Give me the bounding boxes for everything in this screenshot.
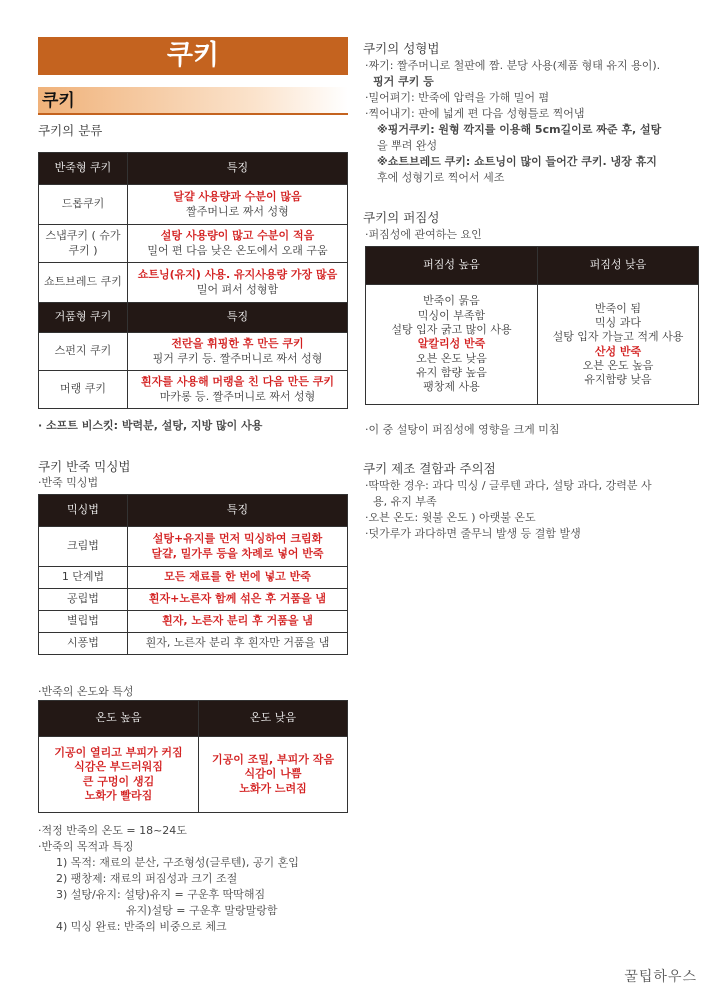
cell-line: 쇼트닝(유지) 사용. 유지사용량 가장 많음 xyxy=(137,268,338,282)
defect-line: ·덧가루가 과다하면 줄무늬 발생 등 결함 발생 xyxy=(365,527,581,540)
cell-line: 밀어 편 다음 낮은 온도에서 오래 구움 xyxy=(147,243,328,257)
classification-heading: 쿠키의 분류 xyxy=(38,123,103,138)
mixing-method: 시퐁법 xyxy=(39,633,128,655)
cell-line: 마카롱 등. 짤주머니로 짜서 성형 xyxy=(159,389,316,403)
cell-line: 설탕 사용량이 많고 수분이 적음 xyxy=(160,229,315,243)
cell-line: 기공이 열리고 부피가 커짐 xyxy=(54,745,183,759)
defects-heading: 쿠키 제조 결함과 주의점 xyxy=(363,461,496,476)
cell-line: 반죽이 됨 xyxy=(594,301,641,315)
shaping-line: ·찍어내기: 판에 넓게 편 다음 성형틀로 찍어냄 xyxy=(365,107,585,120)
table-row xyxy=(39,333,348,371)
cell-line: 반죽이 묽음 xyxy=(423,294,480,308)
cell-line: 기공이 조밀, 부피가 작음 xyxy=(212,753,334,767)
cell-line: 핑거 쿠키 등. 짤주머니로 짜서 성형 xyxy=(152,351,323,365)
cell-line: 달걀 사용량과 수분이 많음 xyxy=(173,190,302,204)
watermark-logo: 꿀팁하우스 xyxy=(624,969,697,985)
temperature-heading: ·반죽의 온도와 특성 xyxy=(38,685,134,698)
defect-line: ·딱딱한 경우: 과다 믹싱 / 글루텐 과다, 설탕 과다, 강력분 사 xyxy=(365,479,652,492)
cell-line: 노화가 빨라짐 xyxy=(84,788,153,802)
spread-heading: 쿠키의 퍼짐성 xyxy=(363,210,440,225)
table-row xyxy=(39,589,348,611)
cell-line: 오븐 온도 낮음 xyxy=(416,351,487,365)
defect-line: 용, 유지 부족 xyxy=(373,495,437,508)
cell-line: 모든 재료를 한 번에 넣고 반죽 xyxy=(128,567,348,589)
table-row xyxy=(39,263,348,303)
cell-line: 믹싱 과다 xyxy=(594,315,641,329)
cell-line: 노화가 느려짐 xyxy=(239,781,307,795)
mixing-method: 1 단계법 xyxy=(39,567,128,589)
table-row xyxy=(39,371,348,409)
note-line: 3) 설탕/유지: 설탕)유지 = 구운후 딱딱해짐 xyxy=(56,888,266,901)
spread-note: ·이 중 설탕이 퍼짐성에 영향을 크게 미침 xyxy=(365,423,560,436)
shaping-line: 핑거 쿠키 등 xyxy=(373,75,434,88)
cookie-type: 머랭 쿠키 xyxy=(39,371,128,409)
col-header: 특징 xyxy=(128,303,348,333)
table-row xyxy=(39,225,348,263)
cell-line: 설탕 입자 굵고 많이 사용 xyxy=(391,323,512,337)
cell-line: 설탕+유지를 먼저 믹싱하여 크림화 xyxy=(152,532,323,546)
cell-line: 흰자, 노른자 분리 후 거품을 냄 xyxy=(128,611,348,633)
cookie-type: 스펀지 쿠키 xyxy=(39,333,128,371)
mixing-method: 별립법 xyxy=(39,611,128,633)
shaping-line: ※쇼트브레드 쿠키: 쇼트닝이 많이 들어간 쿠키. 냉장 휴지 xyxy=(377,155,657,168)
shaping-line: 후에 성형기로 찍어서 세조 xyxy=(377,171,505,184)
col-header: 거품형 쿠키 xyxy=(39,303,128,333)
shaping-line: ※핑거쿠키: 원형 깍지를 이용해 5cm길이로 짜준 후, 설탕 xyxy=(377,123,662,136)
cell-line: 흰자+노른자 함께 섞은 후 거품을 냄 xyxy=(128,589,348,611)
cell-line: 알칼리성 반죽 xyxy=(417,337,486,351)
mixing-method: 크림법 xyxy=(39,527,128,567)
section-banner: 쿠키 xyxy=(38,87,348,115)
table-row xyxy=(39,567,348,589)
shaping-line: 을 뿌려 완성 xyxy=(377,139,438,152)
shaping-line: ·짜기: 짤주머니로 철판에 짬. 분당 사용(제품 형태 유지 용이). xyxy=(365,59,661,72)
note-line: 2) 팽창제: 재료의 퍼짐성과 크기 조절 xyxy=(56,872,238,885)
cell-line: 밀어 펴서 성형함 xyxy=(196,282,279,296)
cell-line: 달걀, 밀가루 등을 차례로 넣어 반죽 xyxy=(151,546,324,560)
mixing-subheading: ·반죽 믹싱법 xyxy=(38,476,99,489)
soft-biscuit-note: · 소프트 비스킷: 박력분, 설탕, 지방 많이 사용 xyxy=(38,419,263,432)
note-line: 1) 목적: 재료의 분산, 구조형성(글루텐), 공기 혼입 xyxy=(56,856,299,869)
mixing-table xyxy=(38,494,348,655)
spread-subheading: ·퍼짐성에 관여하는 요인 xyxy=(365,228,482,241)
cell-line: 산성 반죽 xyxy=(594,344,642,358)
spread-table xyxy=(365,246,699,405)
col-header: 온도 높음 xyxy=(39,701,199,737)
classification-table xyxy=(38,152,348,409)
cookie-type: 드롭쿠키 xyxy=(39,185,128,225)
cell-line: 유지 함량 높음 xyxy=(416,365,487,379)
cell-line: 흰자, 노른자 분리 후 흰자만 거품을 냄 xyxy=(128,633,348,655)
note-line: ·적정 반죽의 온도 = 18~24도 xyxy=(38,824,187,837)
cookie-type: 스냅쿠키 ( 슈가 쿠키 ) xyxy=(39,225,128,263)
table-row xyxy=(366,285,699,405)
cell-line: 짤주머니로 짜서 성형 xyxy=(186,204,289,218)
cell-line: 전란을 휘핑한 후 만든 쿠키 xyxy=(171,337,304,351)
defect-line: ·오븐 온도: 윗불 온도 ) 아랫불 온도 xyxy=(365,511,536,524)
shaping-line: ·밀어펴기: 반죽에 압력을 가해 밀어 폄 xyxy=(365,91,550,104)
cell-line: 식감이 나쁨 xyxy=(244,767,302,781)
note-line: 4) 믹싱 완료: 반죽의 비중으로 체크 xyxy=(56,920,227,933)
cell-line: 설탕 입자 가늘고 적게 사용 xyxy=(552,330,684,344)
table-row xyxy=(39,633,348,655)
note-line: ·반죽의 목적과 특징 xyxy=(38,840,134,853)
table-row xyxy=(39,737,348,813)
note-line: 유지)설탕 = 구운후 말랑말랑함 xyxy=(126,904,278,917)
temperature-table xyxy=(38,700,348,813)
mixing-heading: 쿠키 반죽 믹싱법 xyxy=(38,459,131,474)
table-row xyxy=(39,527,348,567)
table-row xyxy=(39,611,348,633)
cell-line: 믹싱이 부족함 xyxy=(417,308,486,322)
shaping-heading: 쿠키의 성형법 xyxy=(363,41,440,56)
col-header: 특징 xyxy=(128,153,348,185)
col-header: 퍼짐성 낮음 xyxy=(538,247,699,285)
mixing-method: 공립법 xyxy=(39,589,128,611)
col-header: 믹싱법 xyxy=(39,495,128,527)
table-row xyxy=(39,185,348,225)
cookie-type: 쇼트브레드 쿠키 xyxy=(39,263,128,303)
col-header: 특징 xyxy=(128,495,348,527)
cell-line: 흰자를 사용해 머랭을 친 다음 만든 쿠키 xyxy=(141,375,334,389)
cell-line: 팽창제 사용 xyxy=(423,380,480,394)
cell-line: 식감은 부드러워짐 xyxy=(74,760,163,774)
cell-line: 유지함량 낮음 xyxy=(584,373,652,387)
page-title: 쿠키 xyxy=(38,37,348,75)
cell-line: 큰 구멍이 생김 xyxy=(82,774,155,788)
cell-line: 오븐 온도 높음 xyxy=(582,358,654,372)
col-header: 온도 낮음 xyxy=(199,701,348,737)
col-header: 반죽형 쿠키 xyxy=(39,153,128,185)
col-header: 퍼짐성 높음 xyxy=(366,247,538,285)
